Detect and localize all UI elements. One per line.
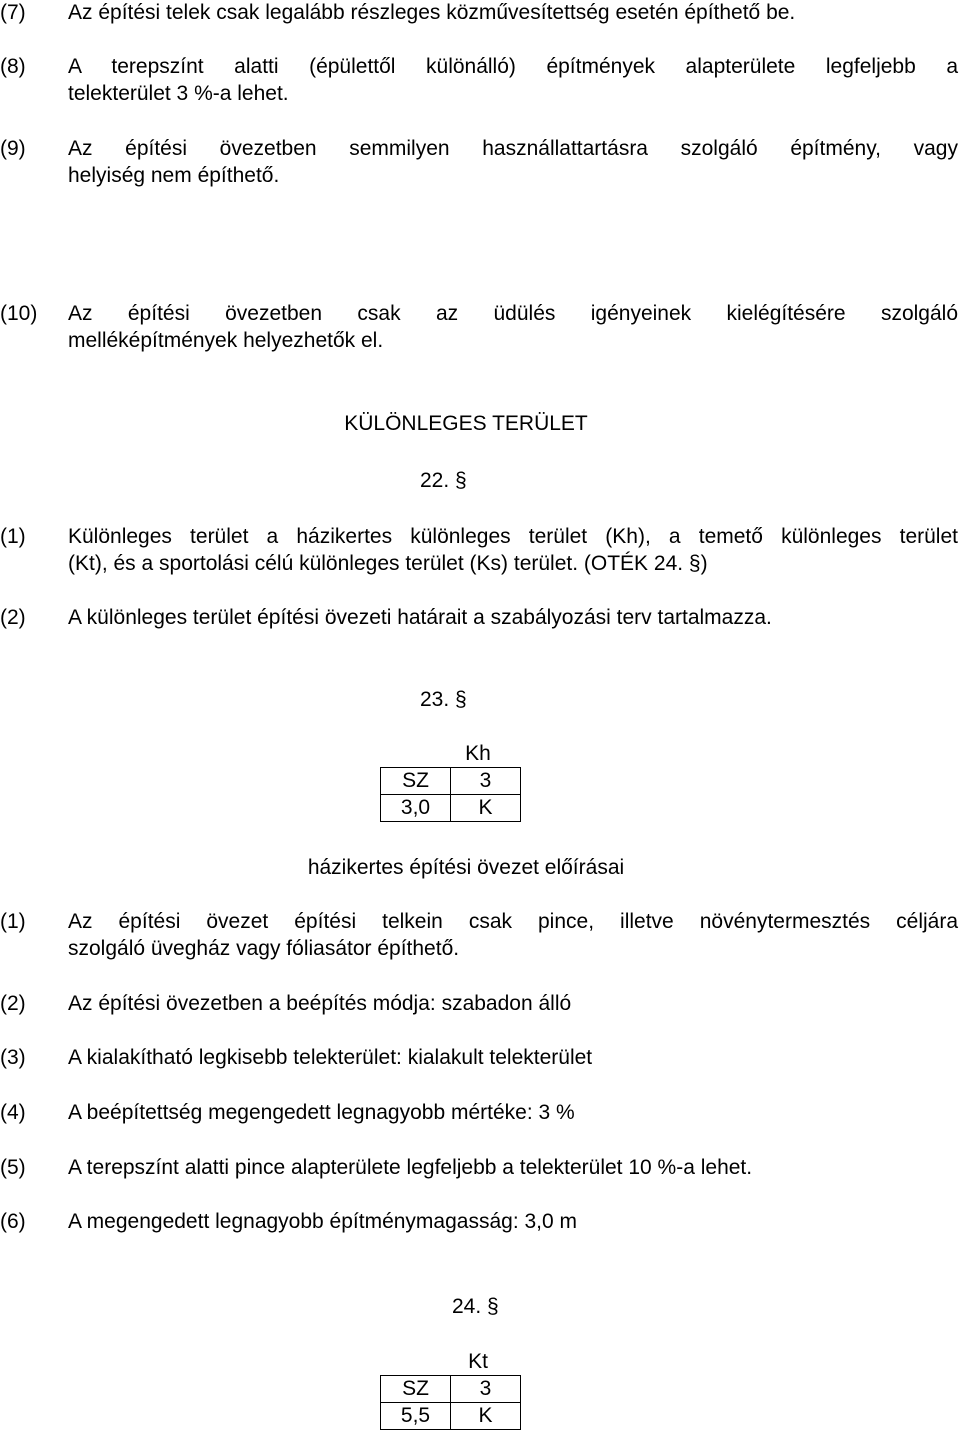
section-number-22: 22. §	[420, 469, 467, 492]
paragraph-7	[0, 0, 958, 26]
paragraph-text: A megengedett legnagyobb építménymagasság: 3,0 m	[68, 1210, 578, 1233]
table-row	[381, 1403, 521, 1430]
table-cell: SZ	[381, 1376, 451, 1403]
paragraph-text-line2: (Kt), és a sportolási célú különleges terület (Ks) terület. (OTÉK 24. §)	[68, 552, 708, 575]
paragraph-text: A különleges terület építési övezeti határait a szabályozási terv tartalmazza.	[68, 606, 772, 629]
paragraph-text: A kialakítható legkisebb telekterület: kialakult telekterület	[68, 1046, 593, 1069]
paragraph-8	[0, 53, 958, 107]
table-cell: K	[451, 1403, 521, 1430]
table-cell: 3	[451, 1376, 521, 1403]
paragraph-text-line1: Az építési övezetben semmilyen használlattartásra szolgáló építmény, vagy	[68, 137, 958, 160]
section-heading: KÜLÖNLEGES TERÜLET	[344, 412, 588, 435]
paragraph-number: (10)	[0, 302, 38, 325]
zone-code-label: Kh	[465, 742, 491, 765]
table-cell: SZ	[381, 768, 451, 795]
section22-paragraph-1	[0, 523, 958, 577]
paragraph-number: (3)	[0, 1046, 26, 1069]
section23-paragraph-3	[0, 1044, 958, 1071]
table-row	[381, 795, 521, 822]
paragraph-text: Az építési övezetben a beépítés módja: szabadon álló	[68, 992, 572, 1015]
paragraph-number: (6)	[0, 1210, 26, 1233]
paragraph-9	[0, 135, 958, 189]
paragraph-text-line1: Az építési övezetben csak az üdülés igényeinek kielégítésére szolgáló	[68, 302, 958, 325]
section23-paragraph-1	[0, 908, 958, 962]
paragraph-text: A terepszínt alatti pince alapterülete legfeljebb a telekterület 10 %-a lehet.	[68, 1156, 753, 1179]
section23-paragraph-2	[0, 990, 958, 1017]
section23-paragraph-5	[0, 1154, 958, 1181]
paragraph-number: (1)	[0, 525, 26, 548]
table-cell: 3,0	[381, 795, 451, 822]
paragraph-number: (5)	[0, 1156, 26, 1179]
paragraph-text-line2: telekterület 3 %-a lehet.	[68, 82, 289, 105]
table-row	[381, 1376, 521, 1403]
paragraph-number: (2)	[0, 606, 26, 629]
paragraph-number: (7)	[0, 1, 26, 24]
paragraph-text-line1: A terepszínt alatti (épülettől különálló) építmények alapterülete legfeljebb a	[68, 55, 958, 78]
paragraph-text-line2: melléképítmények helyezhetők el.	[68, 329, 384, 352]
paragraph-10	[0, 300, 958, 354]
zone-subtitle: házikertes építési övezet előírásai	[307, 856, 625, 879]
section-number-23: 23. §	[420, 688, 467, 711]
section22-paragraph-2	[0, 604, 958, 631]
paragraph-text: A beépítettség megengedett legnagyobb mértéke: 3 %	[68, 1101, 575, 1124]
table-cell: 3	[451, 768, 521, 795]
zone-code-label: Kt	[468, 1350, 488, 1373]
section23-paragraph-6	[0, 1208, 958, 1235]
section-number-24: 24. §	[452, 1295, 499, 1318]
paragraph-text: Az építési telek csak legalább részleges közművesítettség esetén építhető be.	[68, 1, 796, 24]
paragraph-number: (9)	[0, 137, 26, 160]
zone-code-table	[380, 1375, 521, 1430]
paragraph-text-line1: Az építési övezet építési telkein csak pince, illetve növénytermesztés céljára	[68, 910, 958, 933]
paragraph-number: (4)	[0, 1101, 26, 1124]
section23-paragraph-4	[0, 1099, 958, 1126]
table-cell: 5,5	[381, 1403, 451, 1430]
paragraph-number: (8)	[0, 55, 26, 78]
paragraph-number: (1)	[0, 910, 26, 933]
table-row	[381, 768, 521, 795]
zone-code-table	[380, 767, 521, 822]
paragraph-text-line1: Különleges terület a házikertes különleges terület (Kh), a temető különleges terület	[68, 525, 958, 548]
table-cell: K	[451, 795, 521, 822]
paragraph-text-line2: szolgáló üvegház vagy fóliasátor építhető.	[68, 937, 460, 960]
paragraph-text-line2: helyiség nem építhető.	[68, 164, 280, 187]
paragraph-number: (2)	[0, 992, 26, 1015]
